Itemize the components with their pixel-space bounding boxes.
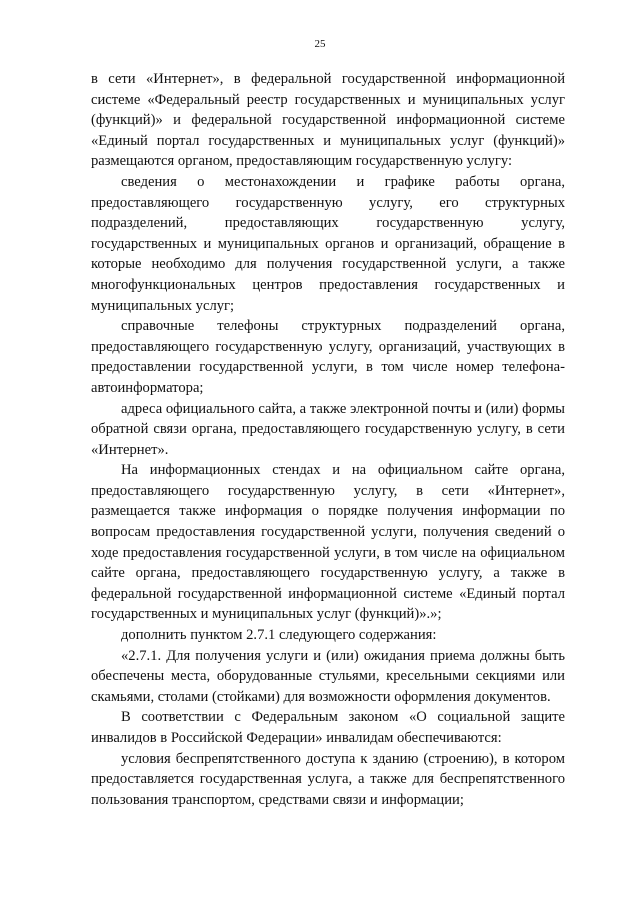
paragraph: справочные телефоны структурных подразделений органа, предоставляющего государственную услугу, организаций, участвующих в предоставлении государственной услуги, в том числе номер телефона-автоинформатора; [91, 318, 565, 396]
paragraph: в сети «Интернет», в федеральной государственной информационной системе «Федеральный реестр государственных и муниципальных услуг (функций)» и федеральной государственной информационной системе «Единый портал государственных и муниципальных услуг (функций)» размещаются органом, предоставляющим государственную услугу: [91, 71, 565, 170]
paragraph: дополнить пунктом 2.7.1 следующего содержания: [121, 627, 437, 644]
paragraph: адреса официального сайта, а также электронной почты и (или) формы обратной связи органа, предоставляющего государственную услугу, в сети «Интернет». [91, 400, 565, 458]
document-body [91, 69, 565, 810]
paragraph: сведения о местонахождении и графике работы органа, предоставляющего государственную услугу, его структурных подразделений, предоставляющих государственную услугу, государственных и муниципальных органов и организаций, обращение в которые необходимо для получения государственной услуги, а также многофункциональных центров предоставления государственных и муниципальных услуг; [91, 173, 565, 314]
paragraph: «2.7.1. Для получения услуги и (или) ожидания приема должны быть обеспечены места, оборудованные стульями, кресельными секциями или скамьями, столами (стойками) для возможности оформления документов. [91, 647, 565, 705]
page-number: 25 [314, 38, 326, 50]
paragraph: условия беспрепятственного доступа к зданию (строению), в котором предоставляется государственная услуга, а также для беспрепятственного пользования транспортом, средствами связи и информации; [91, 750, 565, 808]
paragraph: В соответствии с Федеральным законом «О социальной защите инвалидов в Российской Федерации» инвалидам обеспечиваются: [91, 709, 565, 746]
paragraph: На информационных стендах и на официальном сайте органа, предоставляющего государственную услугу, в сети «Интернет», размещается также информация о порядке получения информации по вопросам предоставления государственной услуги, получения сведений о ходе предоставления государственной услуги, в том числе на официальном сайте органа, предоставляющего государственную услугу, а также в федеральной государственной информационной системе «Единый портал государственных и муниципальных услуг (функций)».»; [91, 462, 565, 623]
